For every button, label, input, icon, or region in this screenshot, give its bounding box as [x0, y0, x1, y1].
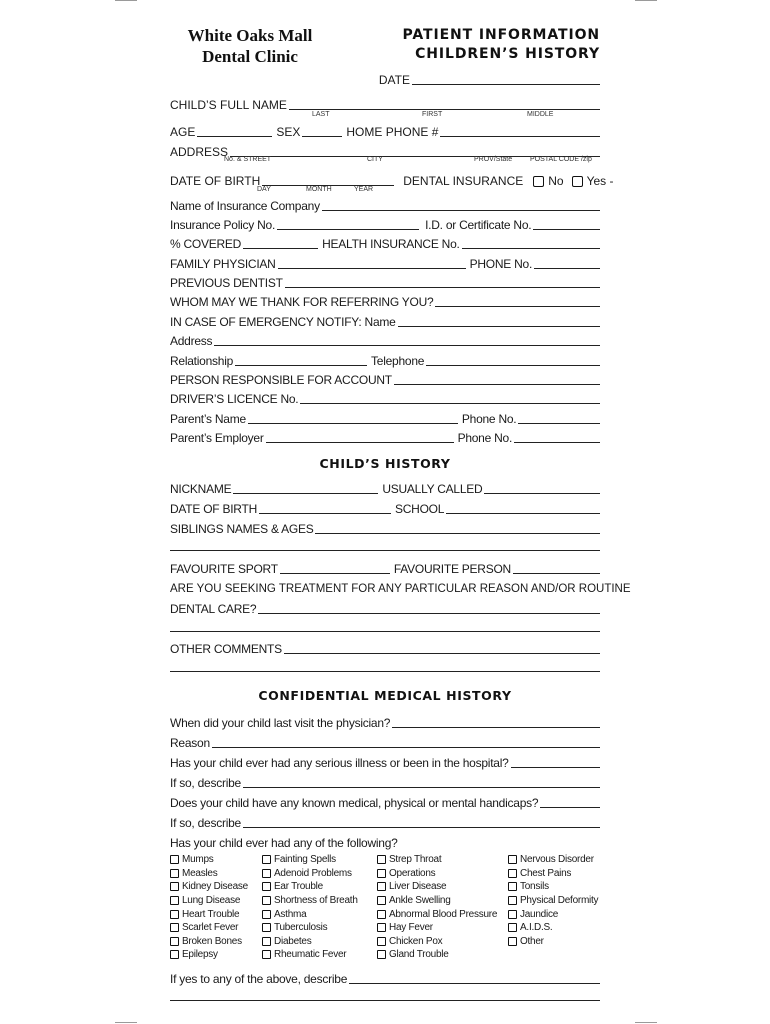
condition-item[interactable] [377, 921, 497, 935]
relationship-row [170, 348, 600, 368]
describe2-label: If so, describe [170, 816, 241, 830]
certificate-label: I.D. or Certificate No. [425, 218, 532, 232]
conditions-column-3 [377, 853, 497, 962]
conditions-column-1 [170, 853, 248, 962]
dob-sub-month: MONTH [306, 186, 332, 193]
policy-field[interactable] [277, 229, 419, 230]
condition-checkbox[interactable] [262, 923, 271, 932]
condition-label: Shortness of Breath [274, 895, 358, 907]
reason-row [170, 730, 600, 750]
referral-field[interactable] [435, 306, 600, 307]
condition-label: Hay Fever [389, 922, 433, 934]
yes-describe-label: If yes to any of the above, describe [170, 972, 348, 986]
parent-employer-label: Parent’s Employer [170, 431, 264, 445]
describe1-field[interactable] [243, 787, 600, 788]
serious-illness-label: Has your child ever had any serious illness or been in the hospital? [170, 756, 509, 770]
seeking-row [170, 576, 631, 596]
school-field[interactable] [446, 513, 600, 514]
condition-checkbox[interactable] [508, 882, 517, 891]
condition-label: Physical Deformity [520, 895, 599, 907]
yes-describe-field[interactable] [349, 983, 600, 984]
condition-label: Kidney Disease [182, 881, 248, 893]
health-insurance-label: HEALTH INSURANCE No. [322, 237, 460, 251]
siblings-extra-line[interactable] [170, 550, 600, 551]
describe2-row [170, 810, 600, 830]
handicaps-label: Does your child have any known medical, physical or mental handicaps? [170, 796, 539, 810]
condition-checkbox[interactable] [262, 869, 271, 878]
parent-phone-field[interactable] [518, 423, 600, 424]
condition-label: Mumps [182, 854, 214, 866]
condition-item[interactable] [170, 853, 248, 867]
condition-checkbox[interactable] [508, 910, 517, 919]
handicaps-field[interactable] [540, 807, 600, 808]
child-dob-row [170, 496, 600, 516]
insurance-company-label: Name of Insurance Company [170, 199, 320, 213]
condition-label: Asthma [274, 908, 307, 920]
favourite-sport-label: FAVOURITE SPORT [170, 562, 278, 576]
clinic-name [170, 25, 330, 67]
condition-checkbox[interactable] [377, 950, 386, 959]
emergency-address-row [170, 328, 600, 348]
name-sub-last: LAST [312, 111, 330, 118]
condition-item[interactable] [262, 921, 358, 935]
form-title [402, 26, 600, 64]
condition-checkbox[interactable] [377, 923, 386, 932]
parent-phone-label: Phone No. [461, 412, 517, 426]
serious-illness-row [170, 750, 600, 770]
condition-checkbox[interactable] [377, 910, 386, 919]
condition-item[interactable] [508, 907, 598, 921]
usually-called-label: USUALLY CALLED [382, 482, 483, 496]
insurance-company-field[interactable] [322, 210, 600, 211]
insurance-yes-checkbox[interactable] [572, 176, 583, 187]
physician-phone-label: PHONE No. [469, 257, 533, 271]
address-sub-prov: PROV/State [474, 156, 513, 163]
condition-checkbox[interactable] [170, 869, 179, 878]
condition-checkbox[interactable] [508, 855, 517, 864]
condition-item[interactable] [170, 948, 248, 962]
conditions-column-2 [262, 853, 358, 962]
childs-history-heading: CHILD’S HISTORY [319, 456, 451, 471]
last-visit-row [170, 710, 600, 730]
condition-item[interactable] [170, 921, 248, 935]
condition-checkbox[interactable] [262, 950, 271, 959]
favourite-sport-field[interactable] [280, 573, 390, 574]
previous-dentist-label: PREVIOUS DENTIST [170, 276, 283, 290]
child-dob-label: DATE OF BIRTH [170, 502, 257, 516]
condition-checkbox[interactable] [170, 855, 179, 864]
condition-checkbox[interactable] [170, 882, 179, 891]
family-physician-label: FAMILY PHYSICIAN [170, 257, 276, 271]
condition-item[interactable] [262, 880, 358, 894]
address-sub-postal: POSTAL CODE /zip [530, 156, 592, 163]
medical-history-heading: CONFIDENTIAL MEDICAL HISTORY [258, 688, 512, 703]
condition-item[interactable] [508, 880, 598, 894]
condition-checkbox[interactable] [170, 910, 179, 919]
insurance-company-row [170, 193, 600, 213]
describe1-label: If so, describe [170, 776, 241, 790]
condition-label: Jaundice [520, 908, 559, 920]
licence-row [170, 386, 600, 406]
condition-label: Tuberculosis [274, 922, 328, 934]
condition-checkbox[interactable] [170, 896, 179, 905]
condition-label: Strep Throat [389, 854, 442, 866]
full-name-field[interactable] [289, 109, 600, 110]
employer-phone-field[interactable] [514, 442, 600, 443]
previous-dentist-field[interactable] [285, 287, 600, 288]
condition-checkbox[interactable] [262, 855, 271, 864]
condition-checkbox[interactable] [262, 896, 271, 905]
responsible-label: PERSON RESPONSIBLE FOR ACCOUNT [170, 373, 392, 387]
address-label: ADDRESS [170, 145, 229, 159]
siblings-row [170, 516, 600, 536]
condition-label: Lung Disease [182, 895, 241, 907]
condition-label: Chest Pains [520, 867, 572, 879]
condition-item[interactable] [262, 894, 358, 908]
condition-label: Ankle Swelling [389, 895, 451, 907]
crop-mark [635, 1022, 657, 1023]
dental-care-label: DENTAL CARE? [170, 602, 257, 616]
seeking-label: ARE YOU SEEKING TREATMENT FOR ANY PARTICULAR REASON AND/OR ROUTINE [170, 583, 631, 595]
referral-row [170, 289, 600, 309]
licence-label: DRIVER’S LICENCE No. [170, 392, 299, 406]
full-name-label: CHILD’S FULL NAME [170, 98, 287, 112]
school-label: SCHOOL [394, 502, 445, 516]
condition-label: Rheumatic Fever [274, 949, 347, 961]
insurance-no-checkbox[interactable] [533, 176, 544, 187]
comments-field[interactable] [284, 653, 600, 654]
form-title-line1: PATIENT INFORMATION [402, 27, 600, 43]
physician-phone-field[interactable] [534, 268, 600, 269]
age-sex-phone-row [170, 119, 600, 139]
age-field[interactable] [197, 136, 272, 137]
parent-employer-field[interactable] [266, 442, 454, 443]
nickname-field[interactable] [233, 493, 378, 494]
favourite-person-field[interactable] [513, 573, 600, 574]
condition-checkbox[interactable] [508, 923, 517, 932]
condition-label: Other [520, 935, 544, 947]
describe1-row [170, 770, 600, 790]
condition-checkbox[interactable] [508, 869, 517, 878]
condition-item[interactable] [508, 867, 598, 881]
covered-row [170, 231, 600, 251]
condition-label: Scarlet Fever [182, 922, 239, 934]
condition-label: A.I.D.S. [520, 922, 553, 934]
crop-mark [115, 1022, 137, 1023]
parent-name-label: Parent’s Name [170, 412, 246, 426]
policy-row [170, 212, 600, 232]
condition-label: Measles [182, 867, 218, 879]
condition-label: Chicken Pox [389, 935, 443, 947]
condition-item[interactable] [262, 935, 358, 949]
condition-item[interactable] [262, 948, 358, 962]
dob-sub-day: DAY [257, 186, 271, 193]
emergency-address-field[interactable] [214, 345, 600, 346]
condition-item[interactable] [508, 921, 598, 935]
form-title-line2: CHILDREN’S HISTORY [415, 46, 600, 62]
condition-label: Tonsils [520, 881, 549, 893]
following-label: Has your child ever had any of the following? [170, 836, 398, 850]
crop-mark [635, 0, 657, 1]
address-sub-street: No. & STREET [224, 156, 272, 163]
last-visit-label: When did your child last visit the physician? [170, 716, 391, 730]
condition-checkbox[interactable] [377, 869, 386, 878]
condition-item[interactable] [377, 894, 497, 908]
reason-label: Reason [170, 736, 210, 750]
condition-item[interactable] [508, 853, 598, 867]
referral-label: WHOM MAY WE THANK FOR REFERRING YOU? [170, 295, 434, 309]
condition-label: Ear Trouble [274, 881, 323, 893]
telephone-label: Telephone [371, 354, 425, 368]
emergency-name-field[interactable] [398, 326, 600, 327]
yes-describe-extra-line[interactable] [170, 1000, 600, 1001]
condition-checkbox[interactable] [508, 937, 517, 946]
condition-item[interactable] [377, 935, 497, 949]
condition-label: Broken Bones [182, 935, 242, 947]
condition-item[interactable] [377, 880, 497, 894]
condition-item[interactable] [170, 867, 248, 881]
condition-item[interactable] [262, 907, 358, 921]
covered-label: % COVERED [170, 237, 242, 251]
crop-mark [115, 0, 137, 1]
condition-checkbox[interactable] [170, 950, 179, 959]
comments-extra-line[interactable] [170, 671, 600, 672]
condition-item[interactable] [170, 935, 248, 949]
siblings-field[interactable] [315, 533, 600, 534]
condition-checkbox[interactable] [377, 855, 386, 864]
parent-name-field[interactable] [248, 423, 458, 424]
condition-label: Heart Trouble [182, 908, 240, 920]
insurance-no-label: No [548, 174, 564, 188]
condition-label: Epilepsy [182, 949, 218, 961]
dental-care-row [170, 596, 600, 616]
condition-label: Adenoid Problems [274, 867, 352, 879]
condition-label: Operations [389, 867, 436, 879]
condition-checkbox[interactable] [377, 882, 386, 891]
full-name-row [170, 92, 600, 112]
sex-label: SEX [276, 125, 301, 139]
handicaps-row [170, 790, 600, 810]
condition-checkbox[interactable] [262, 937, 271, 946]
condition-checkbox[interactable] [170, 923, 179, 932]
licence-field[interactable] [300, 403, 600, 404]
favourite-person-label: FAVOURITE PERSON [393, 562, 511, 576]
clinic-name-line2: Dental Clinic [202, 47, 298, 66]
dob-label: DATE OF BIRTH [170, 174, 261, 188]
reason-field[interactable] [212, 747, 600, 748]
condition-item[interactable] [262, 867, 358, 881]
condition-item[interactable] [170, 880, 248, 894]
nickname-label: NICKNAME [170, 482, 232, 496]
responsible-field[interactable] [394, 384, 600, 385]
condition-label: Diabetes [274, 935, 312, 947]
home-phone-field[interactable] [440, 136, 600, 137]
condition-label: Nervous Disorder [520, 854, 594, 866]
condition-label: Gland Trouble [389, 949, 449, 961]
condition-item[interactable] [377, 948, 497, 962]
dob-insurance-row [170, 168, 614, 188]
clinic-name-line1: White Oaks Mall [187, 26, 313, 45]
condition-checkbox[interactable] [170, 937, 179, 946]
dob-sub-year: YEAR [354, 186, 374, 193]
condition-item[interactable] [170, 894, 248, 908]
parent-name-row [170, 406, 600, 426]
dental-insurance-label: DENTAL INSURANCE [403, 174, 524, 188]
serious-illness-field[interactable] [511, 767, 600, 768]
family-physician-row [170, 251, 600, 271]
dental-care-extra-line[interactable] [170, 631, 600, 632]
condition-item[interactable] [377, 853, 497, 867]
condition-item[interactable] [262, 853, 358, 867]
name-sub-first: FIRST [422, 111, 443, 118]
policy-label: Insurance Policy No. [170, 218, 276, 232]
last-visit-field[interactable] [392, 727, 600, 728]
date-label: DATE [378, 73, 410, 87]
condition-item[interactable] [377, 867, 497, 881]
siblings-label: SIBLINGS NAMES & AGES [170, 522, 314, 536]
describe2-field[interactable] [243, 827, 600, 828]
condition-checkbox[interactable] [262, 882, 271, 891]
following-row [170, 830, 600, 850]
condition-label: Liver Disease [389, 881, 447, 893]
insurance-yes-label: Yes - [586, 174, 614, 188]
telephone-field[interactable] [426, 365, 600, 366]
condition-checkbox[interactable] [377, 896, 386, 905]
condition-item[interactable] [508, 935, 598, 949]
parent-employer-row [170, 425, 600, 445]
condition-checkbox[interactable] [377, 937, 386, 946]
condition-item[interactable] [508, 894, 598, 908]
age-label: AGE [170, 125, 196, 139]
responsible-row [170, 367, 600, 387]
dental-care-field[interactable] [258, 613, 600, 614]
condition-label: Abnormal Blood Pressure [389, 908, 498, 920]
emergency-address-label: Address [170, 334, 213, 348]
relationship-label: Relationship [170, 354, 234, 368]
previous-dentist-row [170, 270, 600, 290]
favourites-row [170, 556, 600, 576]
health-insurance-field[interactable] [462, 248, 600, 249]
yes-describe-row [170, 966, 600, 986]
condition-checkbox[interactable] [262, 910, 271, 919]
sex-field[interactable] [302, 136, 342, 137]
covered-field[interactable] [243, 248, 318, 249]
comments-row [170, 636, 600, 656]
condition-item[interactable] [170, 907, 248, 921]
emergency-name-label: IN CASE OF EMERGENCY NOTIFY: Name [170, 315, 396, 329]
address-sub-city: CITY [367, 156, 383, 163]
family-physician-field[interactable] [278, 268, 466, 269]
certificate-field[interactable] [533, 229, 600, 230]
name-sub-middle: MIDDLE [527, 111, 554, 118]
home-phone-label: HOME PHONE # [346, 125, 439, 139]
child-dob-field[interactable] [259, 513, 391, 514]
date-row [170, 67, 600, 87]
date-field[interactable] [412, 84, 600, 85]
condition-item[interactable] [377, 907, 497, 921]
conditions-column-4 [508, 853, 598, 948]
nickname-row [170, 476, 600, 496]
comments-label: OTHER COMMENTS [170, 642, 282, 656]
condition-label: Fainting Spells [274, 854, 336, 866]
usually-called-field[interactable] [484, 493, 600, 494]
employer-phone-label: Phone No. [457, 431, 513, 445]
relationship-field[interactable] [235, 365, 367, 366]
emergency-row [170, 309, 600, 329]
condition-checkbox[interactable] [508, 896, 517, 905]
